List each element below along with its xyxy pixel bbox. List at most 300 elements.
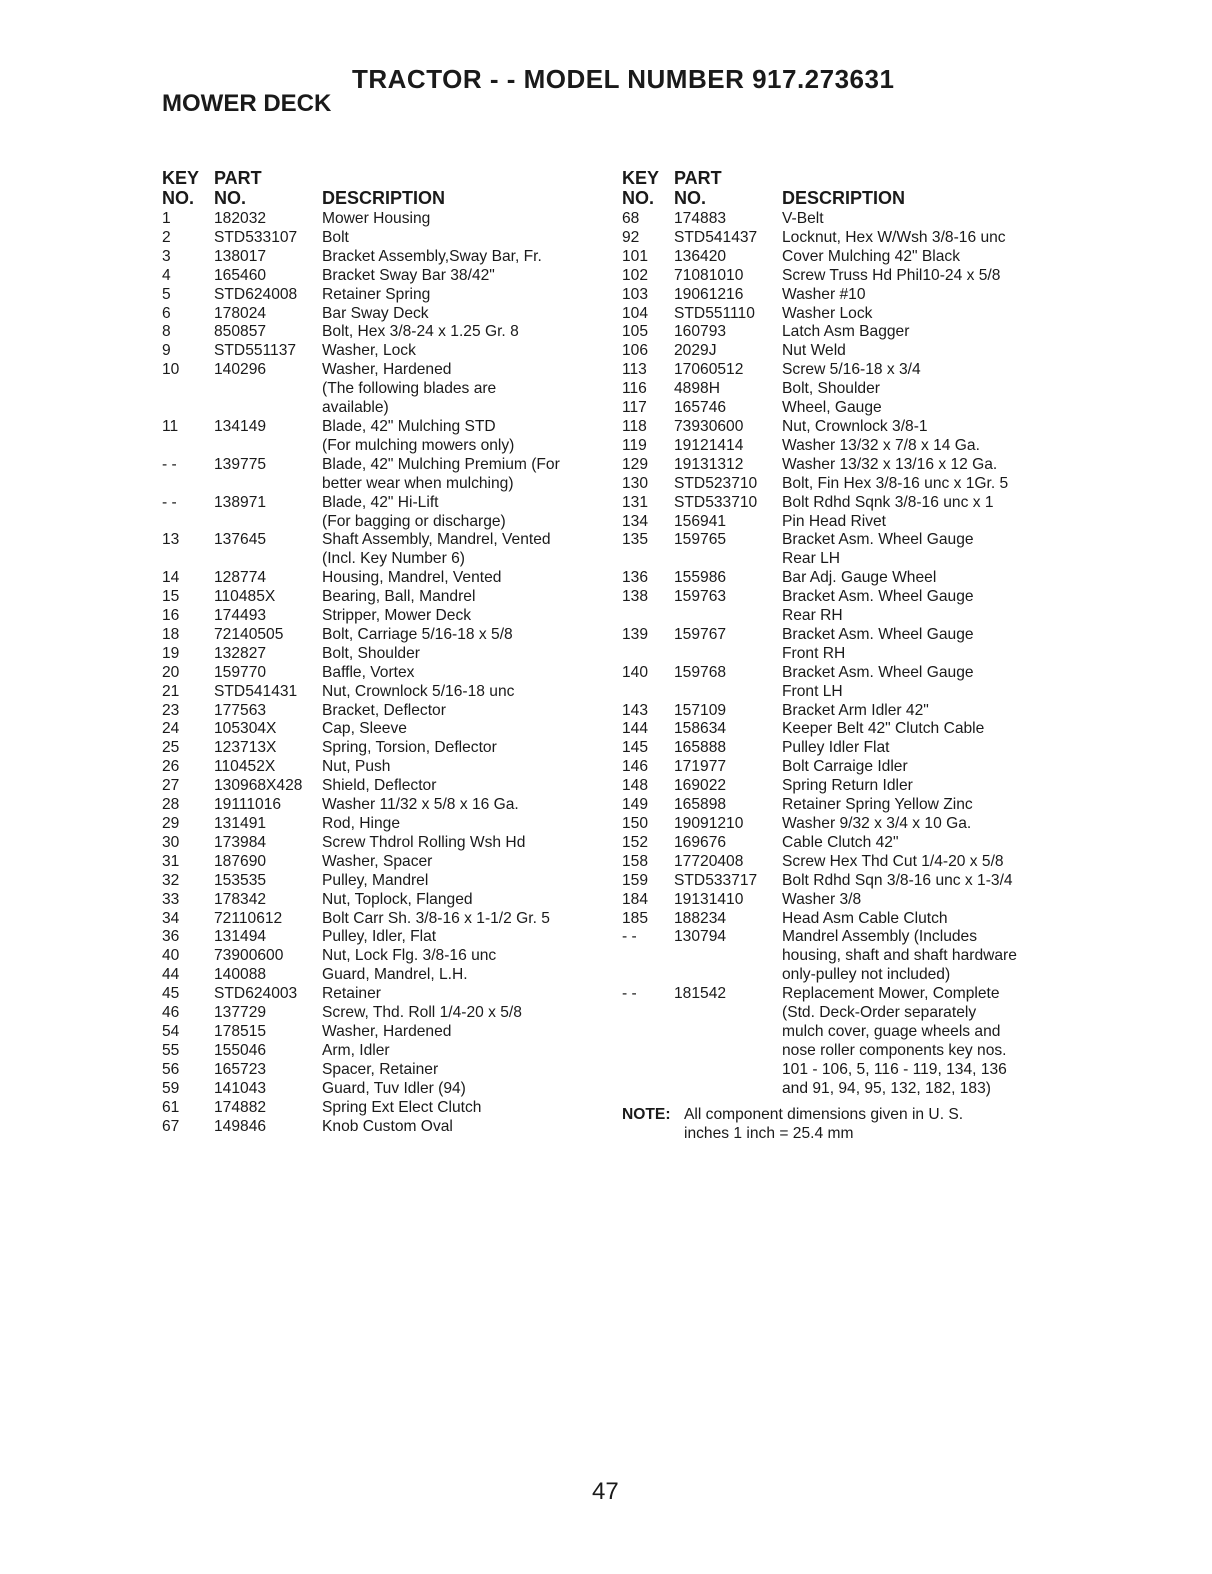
description-line: Nut, Lock Flg. 3/8-16 unc xyxy=(322,947,497,965)
description xyxy=(782,985,1062,1098)
part-number: STD533710 xyxy=(674,493,758,511)
part-number: 165898 xyxy=(674,796,727,814)
description-line: (Std. Deck-Order separately xyxy=(782,1004,977,1022)
description-line: V-Belt xyxy=(782,210,824,227)
table-row xyxy=(622,626,1062,664)
header-description: DESCRIPTION xyxy=(322,188,446,208)
table-row xyxy=(162,910,602,929)
description xyxy=(782,380,1062,399)
table-row xyxy=(162,456,602,494)
part-number: 177563 xyxy=(214,701,267,719)
description-line: mulch cover, guage wheels and xyxy=(782,1022,1001,1040)
description xyxy=(782,626,1062,664)
part-number: STD541431 xyxy=(214,682,298,700)
table-row xyxy=(622,720,1062,739)
key-number: 40 xyxy=(162,947,180,965)
description xyxy=(782,475,1062,494)
part-number: 132827 xyxy=(214,644,267,662)
part-number: 155046 xyxy=(214,1041,267,1059)
description-line: nose roller components key nos. xyxy=(782,1041,1007,1059)
description xyxy=(782,399,1062,418)
description xyxy=(322,702,602,721)
description-line: Guard, Tuv Idler (94) xyxy=(322,1079,466,1097)
part-number: 73930600 xyxy=(674,417,744,435)
description xyxy=(322,305,602,324)
key-number: 16 xyxy=(162,607,180,625)
part-number: 165460 xyxy=(214,266,267,284)
key-number: 6 xyxy=(162,304,171,322)
table-row xyxy=(162,531,602,569)
table-row xyxy=(162,645,602,664)
table-row xyxy=(162,1023,602,1042)
table-row xyxy=(622,323,1062,342)
header-part: PART xyxy=(214,168,262,188)
description-line: Bolt Carr Sh. 3/8-16 x 1-1/2 Gr. 5 xyxy=(322,909,550,927)
description xyxy=(322,569,602,588)
key-number: 101 xyxy=(622,247,649,265)
table-row xyxy=(162,815,602,834)
table-row xyxy=(622,702,1062,721)
description-line: (For bagging or discharge) xyxy=(322,512,506,530)
table-row xyxy=(622,891,1062,910)
description-line: Washer 13/32 x 13/16 x 12 Ga. xyxy=(782,455,998,473)
description xyxy=(782,910,1062,929)
table-row xyxy=(622,267,1062,286)
part-number: 19061216 xyxy=(674,285,744,303)
part-number: 158634 xyxy=(674,720,727,738)
key-number: 25 xyxy=(162,739,180,757)
key-number: 104 xyxy=(622,304,649,322)
description-line: Nut Weld xyxy=(782,342,846,360)
description xyxy=(782,928,1062,985)
description-line: Bar Sway Deck xyxy=(322,304,429,322)
table-row xyxy=(162,777,602,796)
part-number: 136420 xyxy=(674,247,727,265)
key-number: 2 xyxy=(162,228,171,246)
table-row xyxy=(162,664,602,683)
table-row xyxy=(162,1061,602,1080)
part-number: 159770 xyxy=(214,663,267,681)
table-row xyxy=(162,1080,602,1099)
table-row xyxy=(162,1004,602,1023)
key-number: 10 xyxy=(162,361,180,379)
description xyxy=(322,1080,602,1099)
description-line: Washer 9/32 x 3/4 x 10 Ga. xyxy=(782,815,972,832)
description-line: Bracket Arm Idler 42" xyxy=(782,701,929,719)
key-number: 45 xyxy=(162,985,180,1003)
description-line: Rod, Hinge xyxy=(322,815,401,832)
key-number: 129 xyxy=(622,455,649,473)
description-line: Guard, Mandrel, L.H. xyxy=(322,966,468,984)
description-line: Bearing, Ball, Mandrel xyxy=(322,588,476,606)
description-line: Spring Return Idler xyxy=(782,777,913,795)
part-number: 140296 xyxy=(214,361,267,379)
table-row xyxy=(622,910,1062,929)
description xyxy=(782,323,1062,342)
part-number: 71081010 xyxy=(674,266,744,284)
part-number: 188234 xyxy=(674,909,727,927)
table-row xyxy=(622,342,1062,361)
table-row xyxy=(162,267,602,286)
header-key: KEY xyxy=(622,168,660,188)
key-number: 11 xyxy=(162,417,179,435)
description xyxy=(322,210,602,229)
table-row xyxy=(622,305,1062,324)
description-line: Washer 13/32 x 7/8 x 14 Ga. xyxy=(782,436,980,454)
key-number: 119 xyxy=(622,436,647,454)
part-number: 19121414 xyxy=(674,436,744,454)
part-number: 169676 xyxy=(674,833,727,851)
key-number: 19 xyxy=(162,644,180,662)
part-number: 165746 xyxy=(674,399,727,417)
table-row xyxy=(622,569,1062,588)
key-number: 159 xyxy=(622,871,649,889)
description-line: Washer, Hardened xyxy=(322,361,452,379)
description xyxy=(322,531,602,569)
description-line: Nut, Toplock, Flanged xyxy=(322,890,473,908)
page-title: TRACTOR - - MODEL NUMBER 917.273631 xyxy=(352,64,895,94)
key-number: 21 xyxy=(162,682,180,700)
part-number: 850857 xyxy=(214,323,267,341)
key-number: 55 xyxy=(162,1041,180,1059)
section-title: MOWER DECK xyxy=(162,90,332,117)
part-number: 19131410 xyxy=(674,890,744,908)
part-number: 169022 xyxy=(674,777,727,795)
description xyxy=(322,777,602,796)
description-line: Washer, Spacer xyxy=(322,852,433,870)
description-line: Bolt Carraige Idler xyxy=(782,758,908,776)
description xyxy=(322,853,602,872)
description xyxy=(782,569,1062,588)
key-number: 139 xyxy=(622,625,649,643)
description xyxy=(322,361,602,418)
description-line: Washer Lock xyxy=(782,304,873,322)
part-number: STD624003 xyxy=(214,985,298,1003)
key-number: - - xyxy=(162,493,177,511)
description-line: Front RH xyxy=(782,644,846,662)
description-line: Washer, Hardened xyxy=(322,1022,452,1040)
description xyxy=(782,361,1062,380)
table-row xyxy=(622,286,1062,305)
description-line: 101 - 106, 5, 116 - 119, 134, 136 xyxy=(782,1060,1007,1078)
description-line: Screw 5/16-18 x 3/4 xyxy=(782,361,921,379)
description-line: Replacement Mower, Complete xyxy=(782,985,1000,1003)
table-row xyxy=(622,985,1062,1098)
table-row xyxy=(622,796,1062,815)
key-number: 1 xyxy=(162,210,171,227)
key-number: 56 xyxy=(162,1060,180,1078)
description xyxy=(782,437,1062,456)
part-number: 156941 xyxy=(674,512,727,530)
key-number: 9 xyxy=(162,342,171,360)
header-part-no: NO. xyxy=(674,188,707,208)
table-row xyxy=(622,815,1062,834)
description-line: Retainer xyxy=(322,985,381,1003)
description xyxy=(782,286,1062,305)
description-line: Bracket Assembly,Sway Bar, Fr. xyxy=(322,247,542,265)
key-number: 131 xyxy=(622,493,649,511)
table-row xyxy=(622,380,1062,399)
key-number: 185 xyxy=(622,909,649,927)
key-number: 3 xyxy=(162,247,171,265)
description xyxy=(782,229,1062,248)
table-row xyxy=(622,229,1062,248)
description-line: Knob Custom Oval xyxy=(322,1117,453,1135)
part-number: 131494 xyxy=(214,928,267,946)
table-header xyxy=(162,166,602,210)
description xyxy=(782,531,1062,569)
part-number: 178515 xyxy=(214,1022,267,1040)
description xyxy=(782,853,1062,872)
part-number: 155986 xyxy=(674,569,727,587)
part-number: 19131312 xyxy=(674,455,744,473)
table-body xyxy=(622,210,1062,1099)
description xyxy=(782,796,1062,815)
description-line: Pulley, Idler, Flat xyxy=(322,928,437,946)
note-label: NOTE: xyxy=(622,1105,671,1123)
description-line: Bracket Asm. Wheel Gauge xyxy=(782,588,974,606)
description-line: only-pulley not included) xyxy=(782,966,951,984)
description-line: Blade, 42" Hi-Lift xyxy=(322,493,439,511)
key-number: - - xyxy=(162,455,177,473)
key-number: 113 xyxy=(622,361,647,379)
description xyxy=(782,739,1062,758)
description xyxy=(322,891,602,910)
description xyxy=(322,645,602,664)
table-row xyxy=(622,456,1062,475)
part-number: STD541437 xyxy=(674,228,758,246)
key-number: 92 xyxy=(622,228,640,246)
key-number: 4 xyxy=(162,266,171,284)
key-number: 5 xyxy=(162,285,171,303)
part-number: 174882 xyxy=(214,1098,267,1116)
table-row xyxy=(622,418,1062,437)
part-number: 160793 xyxy=(674,323,727,341)
description-line: Bolt Rdhd Sqn 3/8-16 unc x 1-3/4 xyxy=(782,871,1013,889)
table-row xyxy=(162,569,602,588)
page-number: 47 xyxy=(592,1478,619,1505)
description-line: Nut, Crownlock 3/8-1 xyxy=(782,417,928,435)
description-line: and 91, 94, 95, 132, 182, 183) xyxy=(782,1079,991,1097)
key-number: 30 xyxy=(162,833,180,851)
description-line: Bolt, Shoulder xyxy=(782,380,880,398)
description xyxy=(782,210,1062,229)
table-row xyxy=(622,361,1062,380)
key-number: 148 xyxy=(622,777,649,795)
part-number: 137645 xyxy=(214,531,267,549)
description xyxy=(782,891,1062,910)
description-line: Front LH xyxy=(782,682,843,700)
description-line: Bracket Sway Bar 38/42" xyxy=(322,266,495,284)
part-number: 165888 xyxy=(674,739,727,757)
part-number: STD551110 xyxy=(674,304,755,322)
description-line: Nut, Crownlock 5/16-18 unc xyxy=(322,682,515,700)
description xyxy=(322,928,602,947)
note-text xyxy=(684,1106,1062,1144)
part-number: 173984 xyxy=(214,833,267,851)
table-row xyxy=(622,853,1062,872)
part-number: 159765 xyxy=(674,531,727,549)
part-number: 159768 xyxy=(674,663,727,681)
table-row xyxy=(622,399,1062,418)
description-line: Screw Truss Hd Phil10-24 x 5/8 xyxy=(782,266,1001,284)
description xyxy=(782,815,1062,834)
description xyxy=(782,758,1062,777)
part-number: 157109 xyxy=(674,701,727,719)
header-part: PART xyxy=(674,168,722,188)
key-number: 28 xyxy=(162,796,180,814)
description-line: Retainer Spring xyxy=(322,285,431,303)
table-row xyxy=(622,475,1062,494)
table-header xyxy=(622,166,1062,210)
key-number: 46 xyxy=(162,1004,180,1022)
description-line: Keeper Belt 42" Clutch Cable xyxy=(782,720,985,738)
key-number: 149 xyxy=(622,796,649,814)
description-line: better wear when mulching) xyxy=(322,474,514,492)
description xyxy=(322,796,602,815)
table-row xyxy=(162,342,602,361)
description xyxy=(322,1099,602,1118)
description xyxy=(782,588,1062,626)
key-number: 14 xyxy=(162,569,180,587)
description xyxy=(322,683,602,702)
description xyxy=(322,229,602,248)
key-number: 8 xyxy=(162,323,171,341)
part-number: 153535 xyxy=(214,871,267,889)
header-key-no: NO. xyxy=(162,188,195,208)
description-line: Bolt, Fin Hex 3/8-16 unc x 1Gr. 5 xyxy=(782,474,1009,492)
description xyxy=(782,513,1062,532)
part-number: 17060512 xyxy=(674,361,744,379)
description-line: Bolt, Shoulder xyxy=(322,644,420,662)
key-number: 106 xyxy=(622,342,649,360)
description-line: Washer 3/8 xyxy=(782,890,862,908)
description xyxy=(322,626,602,645)
description xyxy=(782,305,1062,324)
key-number: 136 xyxy=(622,569,649,587)
key-number: 134 xyxy=(622,512,649,530)
table-row xyxy=(162,739,602,758)
part-number: 165723 xyxy=(214,1060,267,1078)
part-number: 17720408 xyxy=(674,852,744,870)
description xyxy=(782,248,1062,267)
description xyxy=(322,739,602,758)
description-line: Washer #10 xyxy=(782,285,866,303)
description-line: Spring Ext Elect Clutch xyxy=(322,1098,482,1116)
key-number: 32 xyxy=(162,871,180,889)
description xyxy=(322,910,602,929)
table-row xyxy=(162,947,602,966)
part-number: STD523710 xyxy=(674,474,758,492)
description xyxy=(782,720,1062,739)
part-number: 130794 xyxy=(674,928,727,946)
part-number: 72110612 xyxy=(214,909,283,927)
part-number: 130968X428 xyxy=(214,777,303,795)
description xyxy=(322,607,602,626)
part-number: 138971 xyxy=(214,493,267,511)
description-line: Blade, 42" Mulching STD xyxy=(322,417,496,435)
key-number: - - xyxy=(622,928,637,946)
description xyxy=(322,418,602,456)
description xyxy=(782,342,1062,361)
description-line: Wheel, Gauge xyxy=(782,399,882,417)
table-row xyxy=(622,739,1062,758)
table-row xyxy=(162,853,602,872)
table-row xyxy=(622,928,1062,985)
table-row xyxy=(622,531,1062,569)
note-line: inches 1 inch = 25.4 mm xyxy=(684,1124,854,1142)
table-row xyxy=(162,985,602,1004)
key-number: 146 xyxy=(622,758,649,776)
key-number: 152 xyxy=(622,833,649,851)
part-number: 72140505 xyxy=(214,625,284,643)
key-number: 117 xyxy=(622,399,647,417)
key-number: 27 xyxy=(162,777,180,795)
description-line: Bracket Asm. Wheel Gauge xyxy=(782,625,974,643)
table-row xyxy=(162,305,602,324)
table-row xyxy=(622,777,1062,796)
part-number: 182032 xyxy=(214,210,267,227)
key-number: 105 xyxy=(622,323,649,341)
part-number: STD624008 xyxy=(214,285,298,303)
table-row xyxy=(162,248,602,267)
parts-table-left xyxy=(162,166,602,1136)
key-number: 130 xyxy=(622,474,649,492)
part-number: 137729 xyxy=(214,1004,267,1022)
description-line: (For mulching mowers only) xyxy=(322,436,515,454)
key-number: 44 xyxy=(162,966,180,984)
description-line: Blade, 42" Mulching Premium (For xyxy=(322,455,560,473)
key-number: 158 xyxy=(622,852,649,870)
key-number: - - xyxy=(622,985,637,1003)
key-number: 150 xyxy=(622,815,649,832)
key-number: 140 xyxy=(622,663,649,681)
description-line: Spring, Torsion, Deflector xyxy=(322,739,497,757)
description-line: Mandrel Assembly (Includes xyxy=(782,928,978,946)
description-line: Bolt xyxy=(322,228,349,246)
table-row xyxy=(622,248,1062,267)
description-line: Bracket Asm. Wheel Gauge xyxy=(782,531,974,549)
description xyxy=(322,267,602,286)
key-number: 144 xyxy=(622,720,649,738)
key-number: 118 xyxy=(622,417,647,435)
description xyxy=(322,872,602,891)
part-number: 187690 xyxy=(214,852,267,870)
note xyxy=(622,1106,1062,1144)
description xyxy=(322,1118,602,1137)
key-number: 23 xyxy=(162,701,180,719)
table-row xyxy=(162,286,602,305)
description xyxy=(322,1023,602,1042)
description-line: Rear RH xyxy=(782,607,843,625)
part-number: 149846 xyxy=(214,1117,267,1135)
header-key: KEY xyxy=(162,168,200,188)
description xyxy=(322,323,602,342)
key-number: 13 xyxy=(162,531,180,549)
part-number: 2029J xyxy=(674,342,717,360)
key-number: 102 xyxy=(622,266,649,284)
key-number: 135 xyxy=(622,531,649,549)
description xyxy=(322,1042,602,1061)
description-line: Retainer Spring Yellow Zinc xyxy=(782,796,973,814)
description xyxy=(322,985,602,1004)
table-row xyxy=(162,494,602,532)
header-description: DESCRIPTION xyxy=(782,188,906,208)
part-number: 19111016 xyxy=(214,796,282,814)
key-number: 143 xyxy=(622,701,649,719)
description xyxy=(782,456,1062,475)
description-line: Head Asm Cable Clutch xyxy=(782,909,948,927)
